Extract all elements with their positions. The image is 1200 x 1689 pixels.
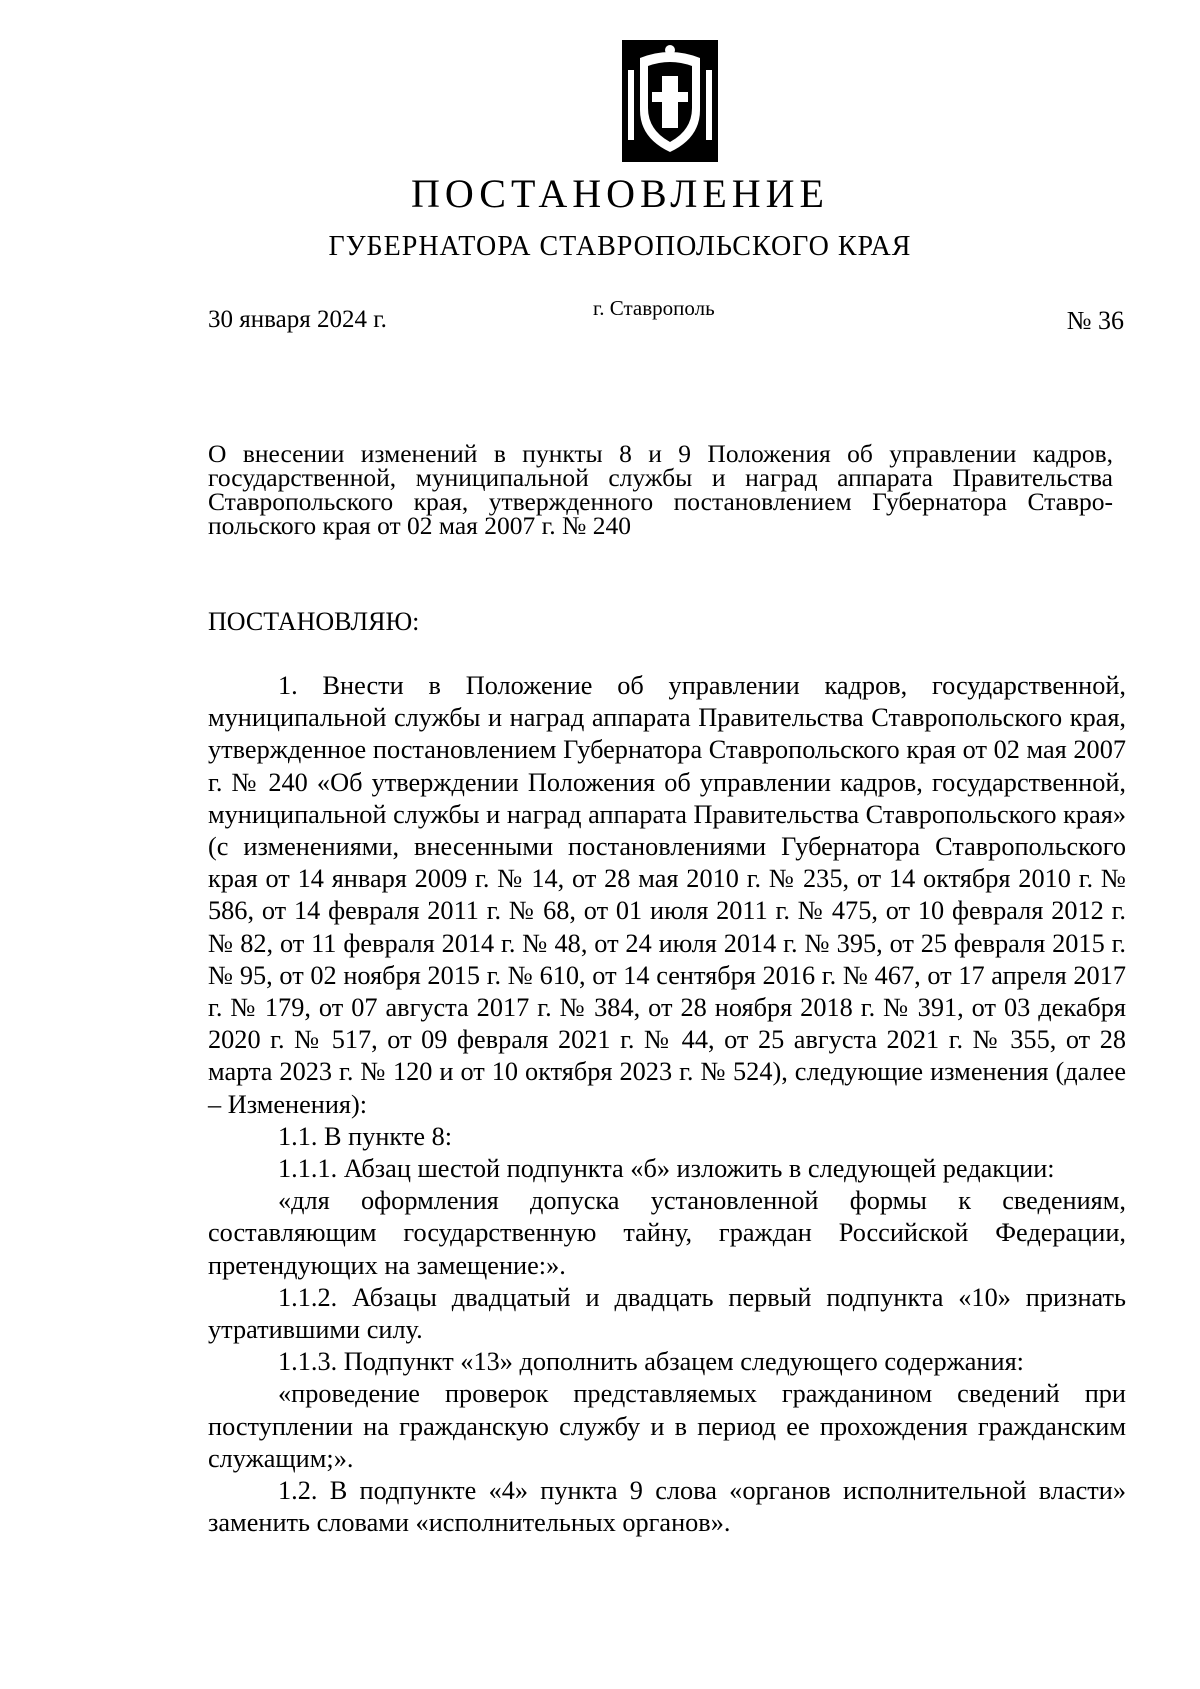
- paragraph: «для оформления допуска установленной формы к сведениям, составляющим государственную тайну, граждан Российской Федерации, претендующих на замещение:».: [208, 1186, 1126, 1280]
- document-subtitle: ГУБЕРНАТОРА СТАВРОПОЛЬСКОГО КРАЯ: [328, 231, 912, 262]
- document-city: г. Ставрополь: [593, 296, 715, 320]
- paragraph: 1.2. В подпункте «4» пункта 9 слова «органов исполнительной власти» заменить словами «исполнительных органов».: [208, 1476, 1126, 1538]
- document-heading: [208, 439, 1113, 540]
- paragraph: 1.1. В пункте 8:: [278, 1121, 453, 1151]
- heading-line: польского края от 02 мая 2007 г. № 240: [208, 511, 631, 540]
- heading-line: государственной, муниципальной службы и наград аппарата Правительства: [208, 463, 1113, 492]
- paragraph: 1.1.1. Абзац шестой подпункта «б» изложить в следующей редакции:: [278, 1154, 1055, 1184]
- document-date: 30 января 2024 г.: [208, 306, 387, 333]
- heading-line: Ставропольского края, утвержденного постановлением Губернатора Ставро-: [208, 487, 1113, 516]
- paragraph: 1. Внести в Положение об управлении кадров, государственной, муниципальной службы и наград аппарата Правительства Ставропольского края, утвержденное постановлением Губернатора Ставропольского края от 02 мая 2007 г. № 240 «Об утверждении Положения об управлении кадров, государственной, муниципальной службы и наград аппарата Правительства Ставропольского края» (с изменениями, внесенными постановлениями Губернатора Ставропольского края от 14 января 2009 г. № 14, от 28 мая 2010 г. № 235, от 14 октября 2010 г. № 586, от 14 февраля 2011 г. № 68, от 01 июля 2011 г. № 475, от 10 февраля 2012 г. № 82, от 11 февраля 2014 г. № 48, от 24 июля 2014 г. № 395, от 25 февраля 2015 г. № 95, от 02 ноября 2015 г. № 610, от 14 сентября 2016 г. № 467, от 17 апреля 2017 г. № 179, от 07 августа 2017 г. № 384, от 28 ноября 2018 г. № 391, от 03 декабря 2020 г. № 517, от 09 февраля 2021 г. № 44, от 25 августа 2021 г. № 355, от 28 марта 2023 г. № 120 и от 10 октября 2023 г. № 524), следующие изменения (далее – Изменения):: [208, 671, 1126, 1119]
- paragraph: 1.1.3. Подпункт «13» дополнить абзацем следующего содержания:: [278, 1347, 1024, 1377]
- paragraph: «проведение проверок представляемых гражданином сведений при поступлении на гражданскую службу и в период ее прохождения гражданским служащим;».: [208, 1379, 1126, 1473]
- paragraph: 1.1.2. Абзацы двадцатый и двадцать первый подпункта «10» признать утратившими силу.: [208, 1282, 1126, 1345]
- document-body: [208, 670, 1126, 1539]
- coat-of-arms-icon: [622, 40, 718, 162]
- resolve-word: ПОСТАНОВЛЯЮ:: [208, 607, 420, 636]
- document-number: № 36: [1066, 306, 1124, 335]
- document-title: ПОСТАНОВЛЕНИЕ: [411, 171, 829, 216]
- heading-line: О внесении изменений в пункты 8 и 9 Положения об управлении кадров,: [208, 439, 1113, 468]
